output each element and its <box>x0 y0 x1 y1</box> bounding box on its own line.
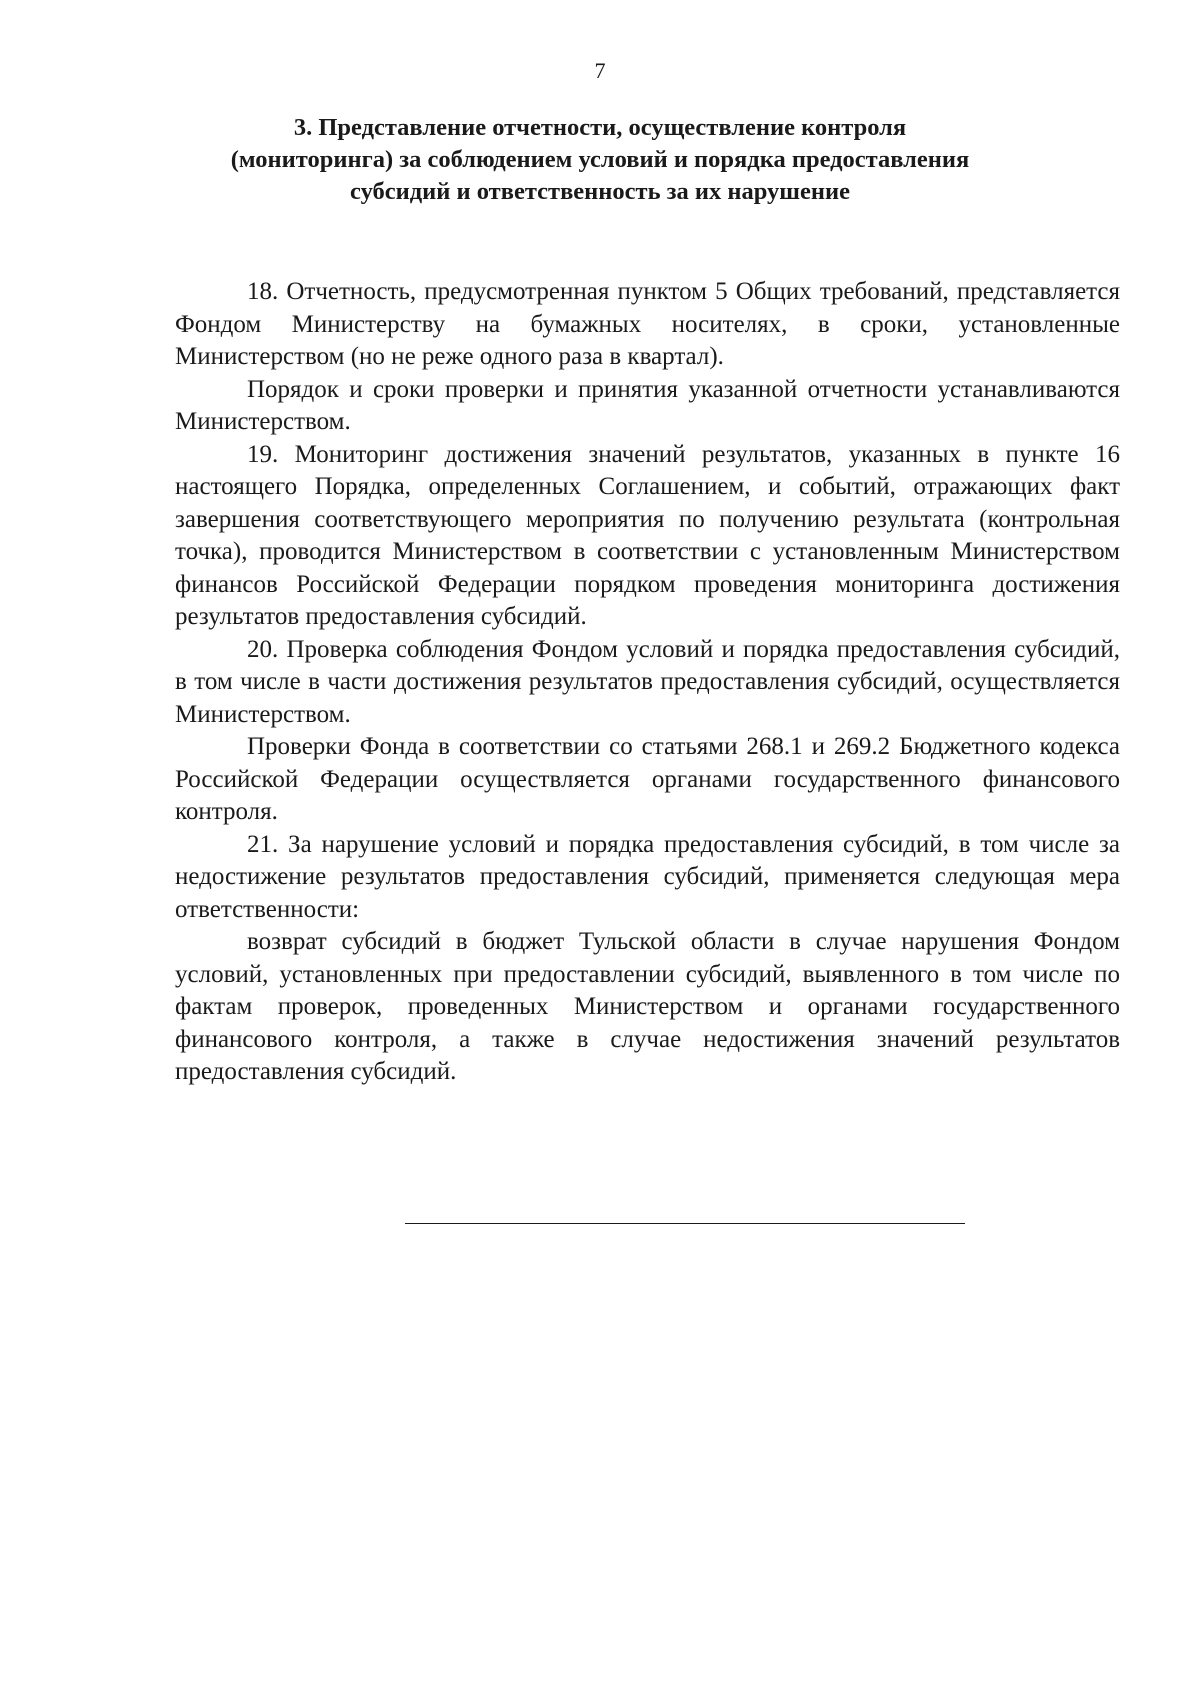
paragraph-18: 18. Отчетность, предусмотренная пунктом 5 Общих требований, представляется Фондом Министерству на бумажных носителях, в сроки, установленные Министерством (но не реже одного раза в квартал). <box>175 278 1120 370</box>
paragraph-21: 21. За нарушение условий и порядка предоставления субсидий, в том числе за недостижение результатов предоставления субсидий, применяется следующая мера ответственности: <box>175 830 1120 923</box>
paragraph-18-continued: Порядок и сроки проверки и принятия указанной отчетности устанавливаются Министерством. <box>175 375 1120 435</box>
paragraph-19: 19. Мониторинг достижения значений результатов, указанных в пункте 16 настоящего Порядка, определенных Соглашением, и событий, отражающих факт завершения соответствующего мероприятия по получению результата (контрольная точка), проводится Министерством в соответствии с установленным Министерством финансов Российской Федерации порядком проведения мониторинга достижения результатов предоставления субсидий. <box>175 440 1120 630</box>
section-heading-line-1: 3. Представление отчетности, осуществление контроля <box>293 114 907 141</box>
paragraph-21-measure: возврат субсидий в бюджет Тульской области в случае нарушения Фондом условий, установленных при предоставлении субсидий, выявленного в том числе по фактам проверок, проведенных Министерством и органами государственного финансового контроля, а также в случае недостижения значений результатов предоставления субсидий. <box>175 928 1120 1085</box>
end-of-document-rule <box>405 1223 965 1224</box>
paragraph-20: 20. Проверка соблюдения Фондом условий и порядка предоставления субсидий, в том числе в части достижения результатов предоставления субсидий, осуществляется Министерством. <box>175 635 1120 728</box>
page-number: 7 <box>594 58 606 83</box>
section-heading-line-2: (мониторинга) за соблюдением условий и порядка предоставления <box>230 146 970 173</box>
paragraph-20-continued: Проверки Фонда в соответствии со статьями 268.1 и 269.2 Бюджетного кодекса Российской Федерации осуществляется органами государственного финансового контроля. <box>175 733 1120 825</box>
section-heading <box>175 112 1025 208</box>
section-heading-line-3: субсидий и ответственность за их нарушение <box>350 178 850 205</box>
document-body <box>175 276 1120 1089</box>
